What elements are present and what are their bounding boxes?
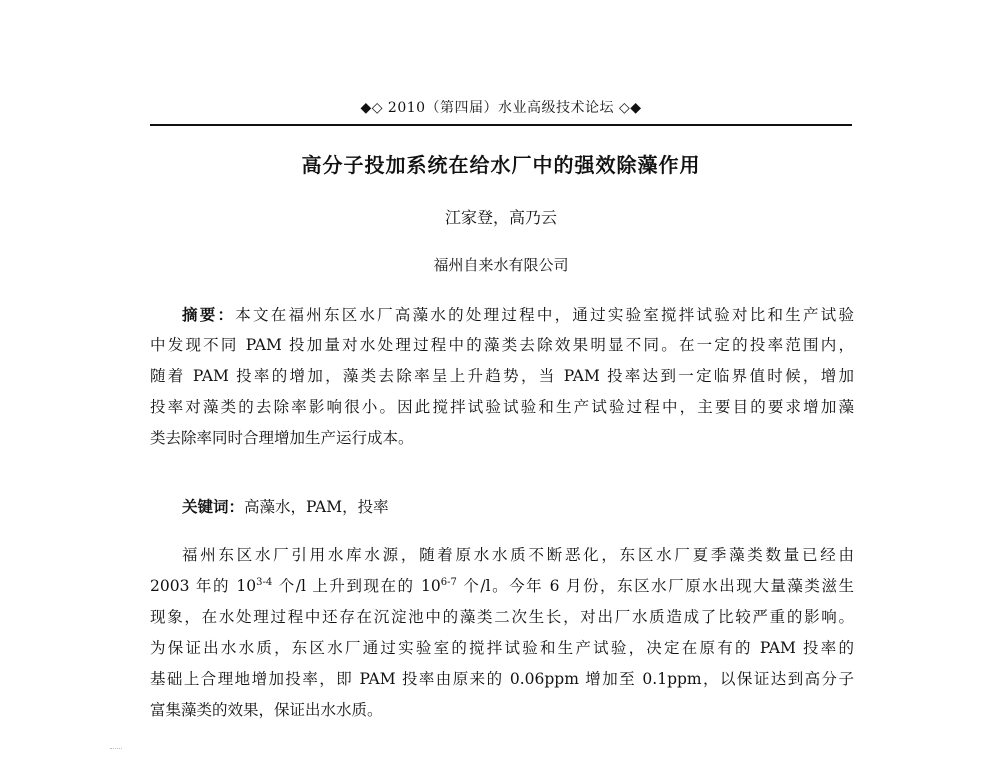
body-line-segment: 个/l 上升到现在的 10 [272,577,441,595]
exponent: 6-7 [440,577,457,588]
body-line: 为保证出水水质，东区水厂通过实验室的搅拌试验和生产试验，决定在原有的 PAM 投率的 [150,639,854,657]
body-line-segment: 2003 年的 10 [150,577,257,595]
body-line: 基础上合理地增加投率，即 PAM 投率由原来的 0.06ppm 增加至 0.1ppm，以保证达到高分子 [150,670,854,688]
keywords-paragraph [150,491,854,522]
body-line: 福州东区水厂引用水库水源，随着原水水质不断恶化，东区水厂夏季藻类数量已经由 [182,546,854,564]
body-line: 现象，在水处理过程中还存在沉淀池中的藻类二次生长，对出厂水质造成了比较严重的影响。 [150,608,854,626]
abstract-label: 摘要： [182,305,236,324]
body-line [150,571,854,602]
author-list: 江家登，高乃云 [444,208,557,227]
keywords-line [150,491,854,522]
abstract-line: 中发现不同 PAM 投加量对水处理过程中的藻类去除效果明显不同。在一定的投率范围内， [150,336,854,354]
keywords-label: 关键词： [182,497,245,516]
abstract-paragraph [150,299,854,454]
abstract-line: 投率对藻类的去除率影响很小。因此搅拌试验试验和生产试验过程中，主要目的要求增加藻 [150,398,854,416]
abstract-line: 类去除率同时合理增加生产运行成本。 [150,429,414,447]
author-affiliation: 福州自来水有限公司 [433,256,569,274]
paper-title: 高分子投加系统在给水厂中的强效除藻作用 [301,153,701,177]
running-header: ◆◇ 2010（第四届）水业高级技术论坛 ◇◆ [360,100,642,116]
abstract-line [150,299,854,330]
body-paragraph [150,540,854,726]
header-rule [150,124,852,126]
abstract-line-text: 本文在福州东区水厂高藻水的处理过程中，通过实验室搅拌试验对比和生产试验 [235,306,854,324]
exponent: 3-4 [256,577,273,588]
body-line-segment: 个/l。今年 6 月份，东区水厂原水出现大量藻类滋生 [456,577,854,595]
scan-artifact [110,748,122,749]
abstract-line: 随着 PAM 投率的增加，藻类去除率呈上升趋势，当 PAM 投率达到一定临界值时候，增加 [150,367,854,385]
keywords-text: 高藻水，PAM，投率 [244,498,389,516]
body-line: 富集藻类的效果，保证出水水质。 [150,701,383,719]
